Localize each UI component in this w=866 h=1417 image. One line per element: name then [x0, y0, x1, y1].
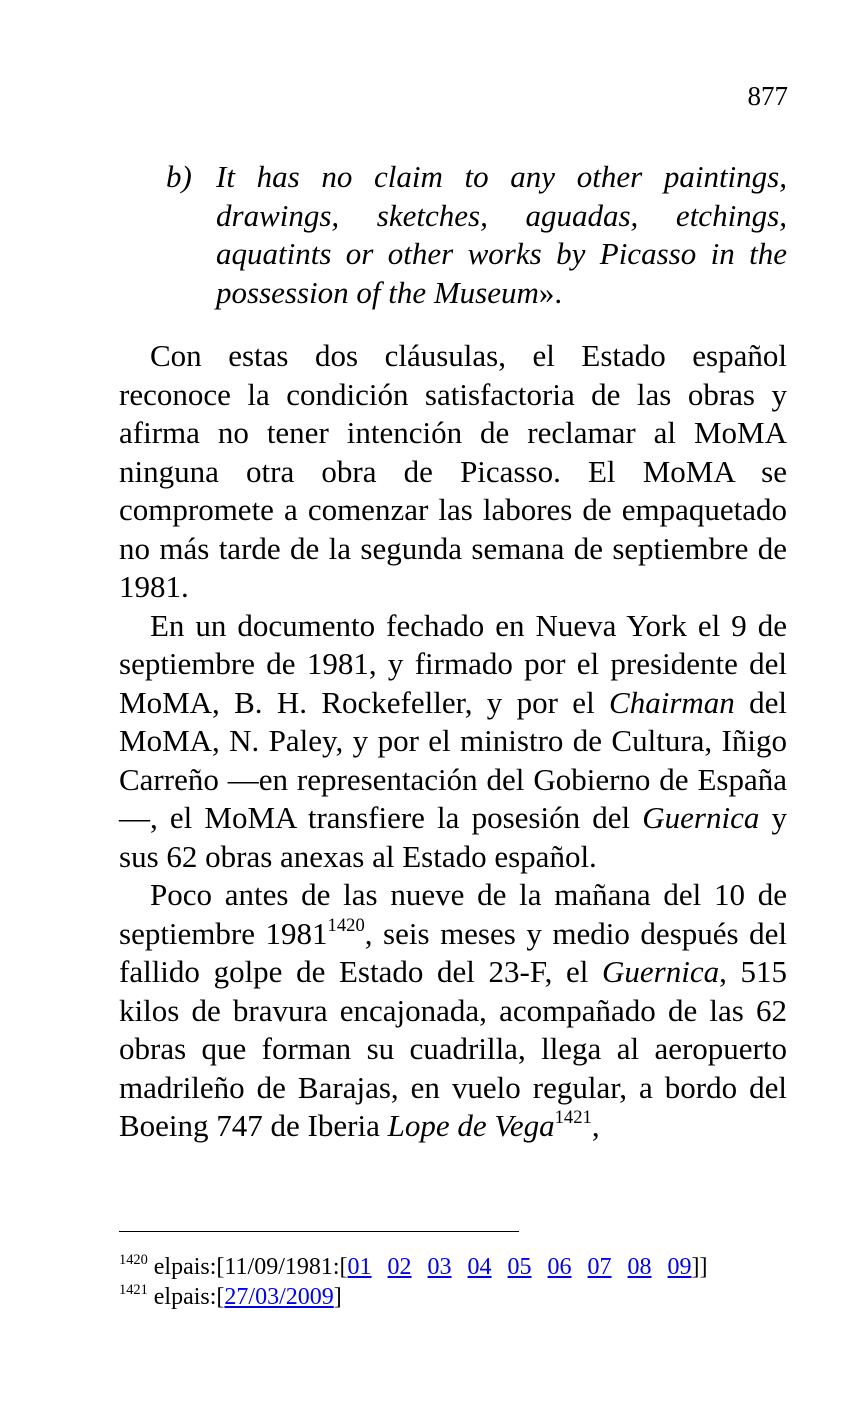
footnote-link-01[interactable]: 01	[347, 1254, 372, 1280]
footnote-link-05[interactable]: 05	[507, 1254, 532, 1280]
guernica-italic: Guernica	[642, 800, 760, 835]
paragraph-2-part-3: y sus 62 obras anexas al Estado español.	[119, 800, 787, 874]
lope-de-vega-italic: Lope de Vega	[387, 1108, 555, 1143]
footnote-link-04[interactable]: 04	[467, 1254, 492, 1280]
footnote-number: 1421	[119, 1281, 148, 1298]
quoted-clause-b	[166, 158, 787, 312]
footnote-suffix: ]	[333, 1284, 342, 1310]
footnotes	[119, 1252, 819, 1312]
footnote-suffix: ]]	[691, 1254, 708, 1280]
footnote-link-09[interactable]: 09	[667, 1254, 692, 1280]
footnote-link-03[interactable]: 03	[427, 1254, 452, 1280]
paragraph-3-part-1: Poco antes de las nueve de la mañana del 10 de septiembre 1981	[119, 877, 787, 951]
paragraph-1: Con estas dos cláusulas, el Estado español reconoce la condición satisfactoria de las obras y afirma no tener intención de reclamar al MoMA ninguna otra obra de Picasso. El MoMA se compromete a comenzar las labores de empaquetado no más tarde de la segunda semana de septiembre de 1981.	[119, 338, 787, 604]
footnote-link-02[interactable]: 02	[387, 1254, 412, 1280]
paragraph-2-part-2: del MoMA, N. Paley, y por el ministro de Cultura, Iñigo Carreño —en representación del Gobierno de España—, el MoMA transfiere la posesión del	[119, 684, 787, 835]
clause-closing-quote: ».	[538, 274, 563, 310]
body-text	[119, 337, 787, 1146]
footnote-link-08[interactable]: 08	[627, 1254, 652, 1280]
paragraph-3-part-4: ,	[591, 1108, 600, 1143]
footnote-link-date[interactable]: 27/03/2009	[224, 1284, 334, 1310]
footnote-prefix: elpais:[	[147, 1284, 225, 1310]
footnote-1421	[119, 1282, 819, 1312]
footnote-ref-1420[interactable]: 1420	[327, 914, 365, 936]
clause-marker: b)	[166, 159, 192, 194]
footnote-divider	[119, 1231, 519, 1232]
footnote-prefix: elpais:[11/09/1981:[	[147, 1254, 348, 1280]
clause-text: It has no claim to any other paintings, drawings, sketches, aguadas, etchings, aquatints or other works by Picasso in the possession of the Museum	[216, 159, 787, 310]
footnote-ref-1421[interactable]: 1421	[554, 1106, 592, 1128]
paragraph-2	[119, 607, 787, 877]
footnote-1420	[119, 1252, 819, 1282]
paragraph-3-part-3: , 515 kilos de bravura encajonada, acompañado de las 62 obras que forman su cuadrilla, llega al aeropuerto madrileño de Barajas, en vuelo regular, a bordo del Boeing 747 de Iberia	[119, 954, 788, 1143]
footnote-link-06[interactable]: 06	[547, 1254, 572, 1280]
footnote-link-07[interactable]: 07	[587, 1254, 612, 1280]
paragraph-3	[119, 876, 787, 1146]
footnote-number: 1420	[119, 1251, 148, 1268]
paragraph-3-part-2: , seis meses y medio después del fallido golpe de Estado del 23-F, el	[119, 915, 787, 989]
clause-text-block	[216, 158, 787, 312]
guernica-italic: Guernica	[602, 954, 720, 989]
page-number: 877	[747, 81, 788, 111]
paragraph-2-part-1: En un documento fechado en Nueva York el 9 de septiembre de 1981, y firmado por el presidente del MoMA, B. H. Rockefeller, y por el	[119, 607, 787, 720]
chairman-italic: Chairman	[609, 684, 735, 720]
